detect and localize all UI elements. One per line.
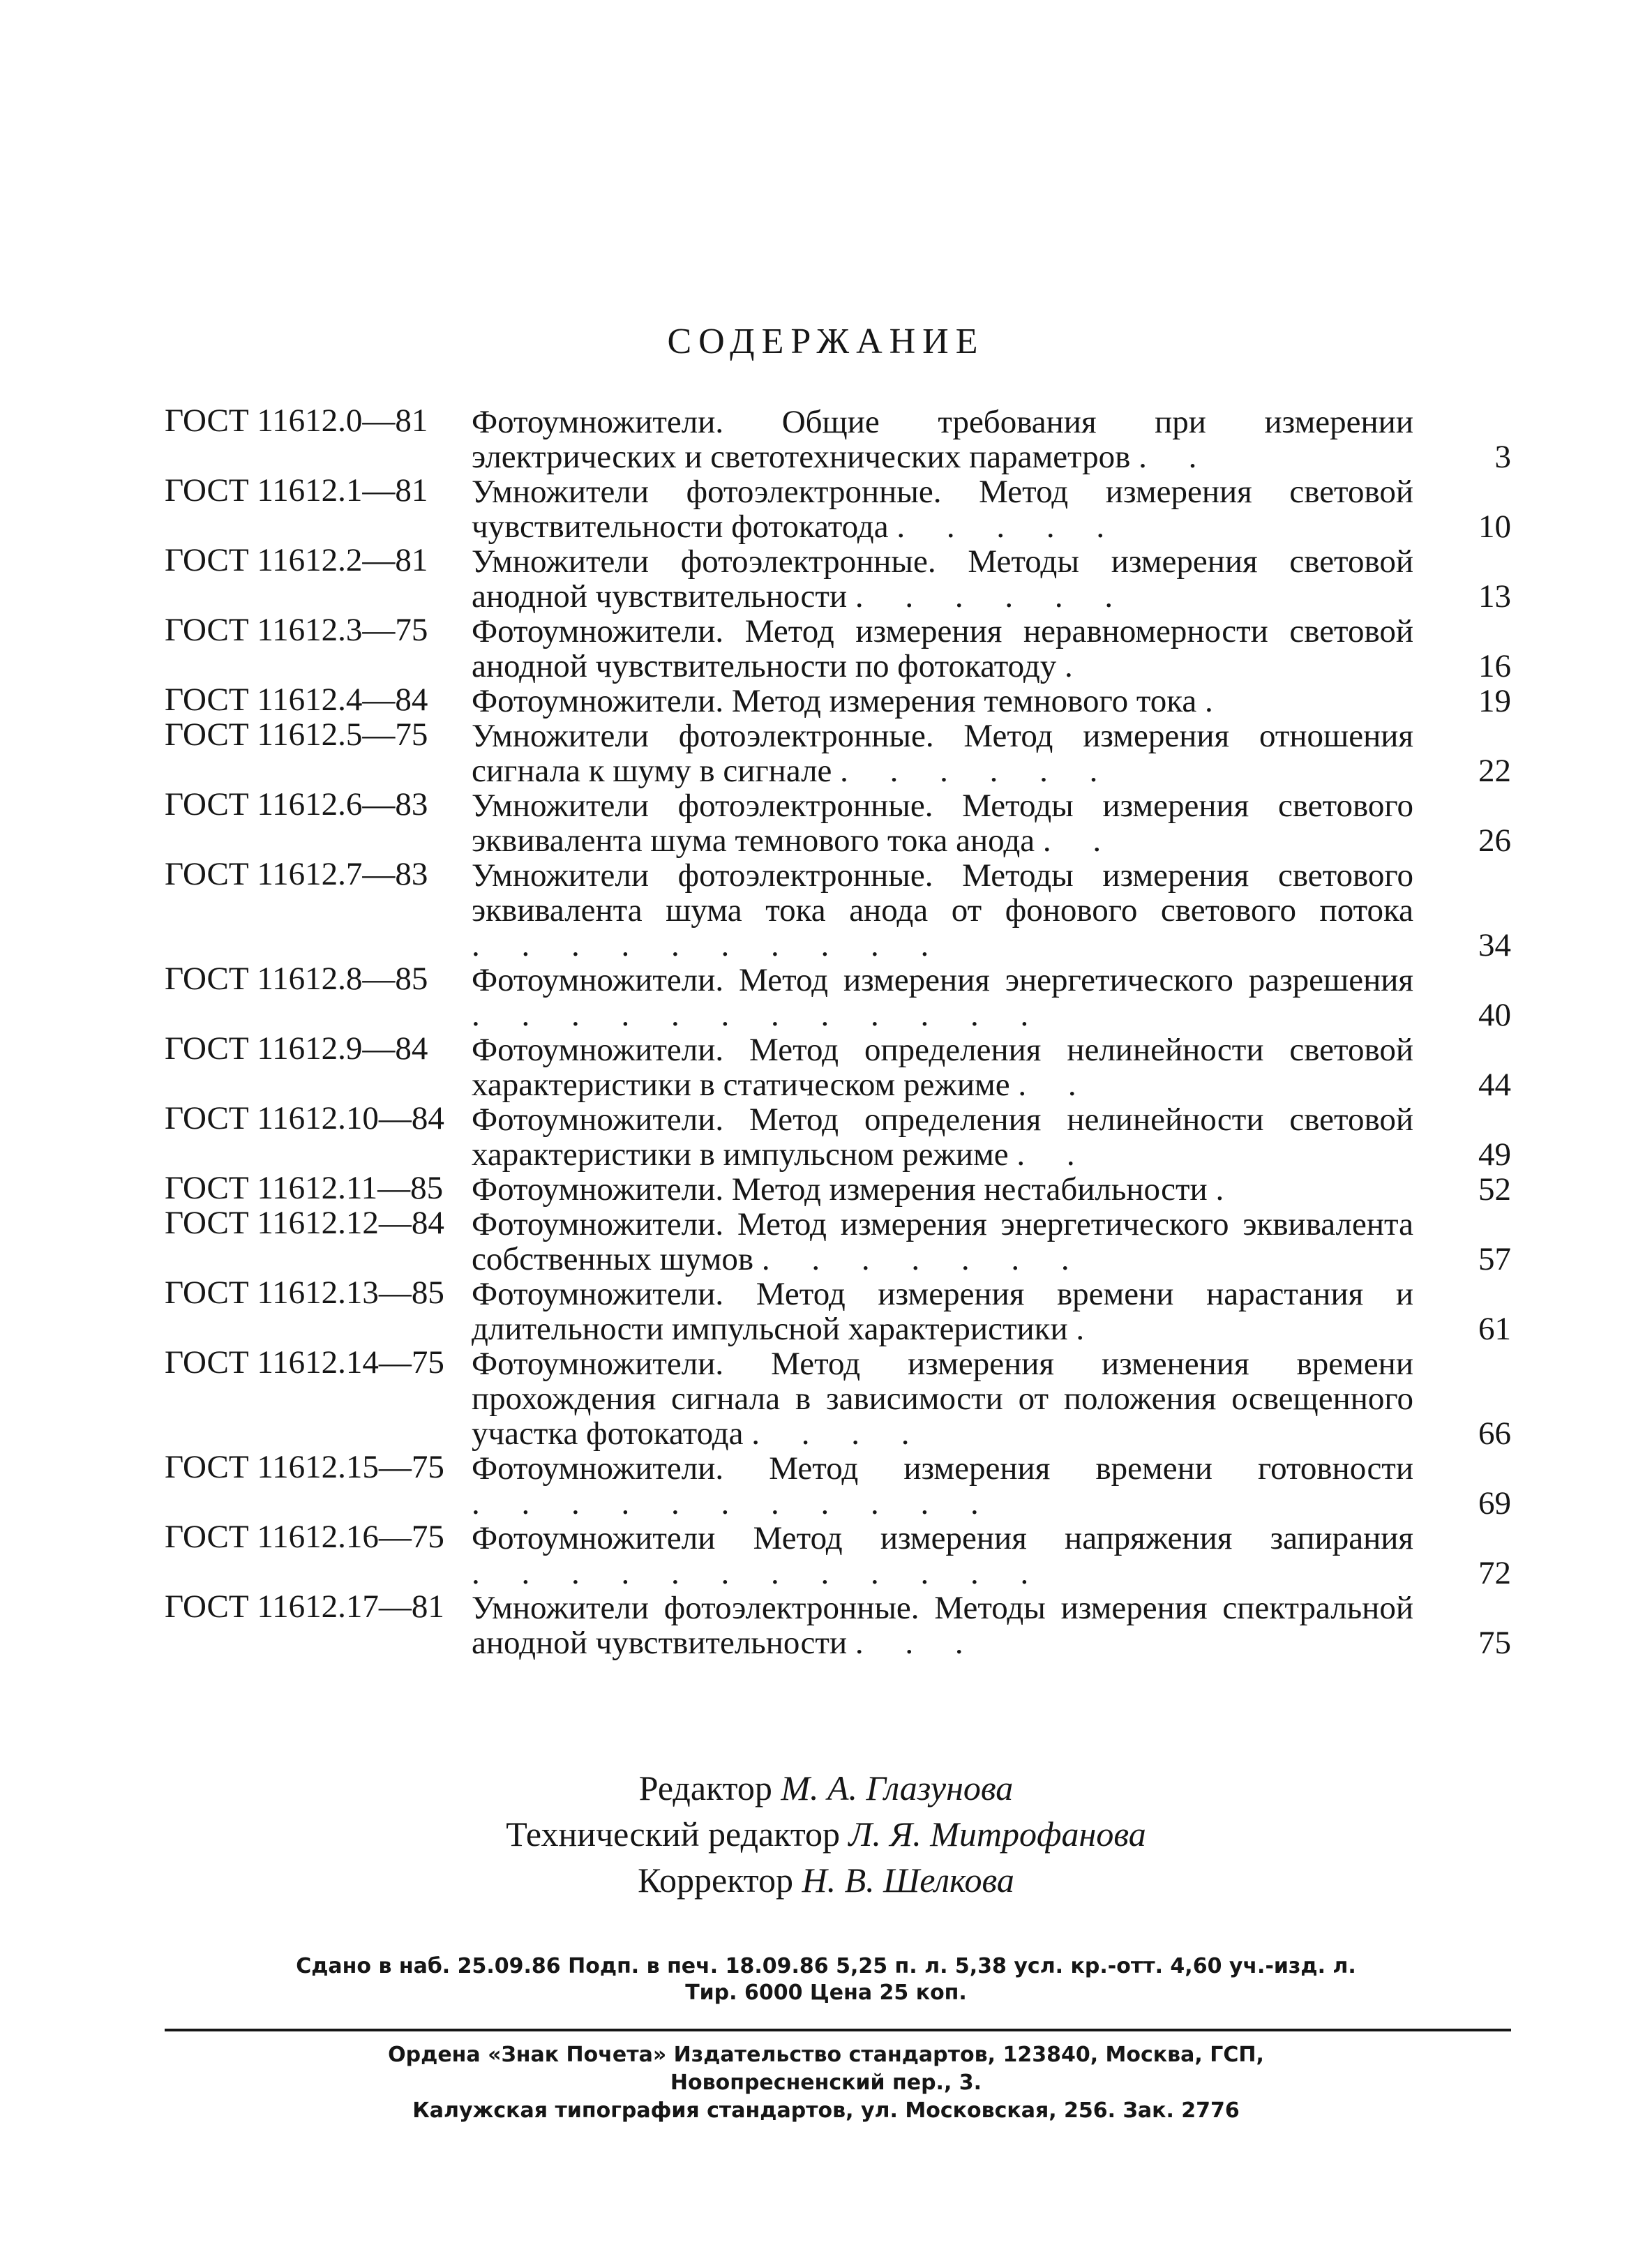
toc-entry-title-text: Фотоумножители. Метод измерения времени нарастания и длительности импульсной характеристики: [472, 1276, 1413, 1347]
toc-entry-code: ГОСТ 11612.16—75: [165, 1519, 444, 1555]
toc-entry-title: [472, 788, 1427, 858]
toc-entry-title-text: Умножители фотоэлектронные. Метод измерения отношения сигнала к шуму в сигнале: [472, 718, 1413, 789]
toc-entry-title: [472, 1207, 1427, 1277]
toc-entry-code: ГОСТ 11612.5—75: [165, 716, 428, 753]
toc-entry-title: [472, 963, 1427, 1032]
publisher-line-3: Калужская типография стандартов, ул. Московская, 256. Зак. 2776: [412, 2098, 1240, 2123]
toc-entry-code: ГОСТ 11612.12—84: [165, 1205, 444, 1241]
toc-entry-title: [472, 1277, 1427, 1346]
toc-entry-code: ГОСТ 11612.4—84: [165, 682, 428, 718]
toc-entry-leader: . . . . .: [896, 509, 1122, 545]
toc-entry: [165, 474, 1511, 544]
credit-proofreader: [0, 1857, 1652, 1903]
toc-entry-title-text: Фотоумножители. Метод измерения темнового тока: [472, 683, 1197, 719]
credit-tech-editor-name: Л. Я. Митрофанова: [848, 1814, 1146, 1854]
imprint-line-1: Сдано в наб. 25.09.86 Подп. в печ. 18.09.86 5,25 п. л. 5,38 усл. кр.-отт. 4,60 уч.-изд. л.: [296, 1954, 1356, 1978]
toc-entry-title-text: Фотоумножители. Метод определения нелинейности световой характеристики в импульсном режиме: [472, 1102, 1413, 1173]
toc-entry-title-text: Фотоумножители. Метод определения нелинейности световой характеристики в статическом режиме: [472, 1032, 1413, 1103]
toc-entry-leader: . . . . . .: [840, 753, 1115, 789]
toc-entry: [165, 544, 1511, 614]
toc-entry-code: ГОСТ 11612.9—84: [165, 1030, 428, 1067]
toc-entry-leader: .: [1205, 683, 1230, 719]
toc-entry-page: 40: [1478, 997, 1511, 1033]
toc-entry-title: [472, 614, 1427, 684]
toc-entry-page: 13: [1478, 578, 1511, 615]
toc-entry: [165, 1032, 1511, 1102]
toc-entry-title: [472, 1591, 1427, 1660]
toc-entry-leader: .: [1065, 648, 1090, 684]
toc-entry-code: ГОСТ 11612.3—75: [165, 612, 428, 648]
page-title: СОДЕРЖАНИЕ: [667, 322, 985, 361]
toc-entry-code: ГОСТ 11612.11—85: [165, 1170, 444, 1206]
credit-editor: [0, 1765, 1652, 1811]
toc-entry-title: [472, 1346, 1427, 1451]
toc-entry-title-text: Фотоумножители. Метод измерения изменения времени прохождения сигнала в зависимости от положения освещенного участка фотокатода: [472, 1346, 1413, 1452]
toc-entry-page: 61: [1478, 1311, 1511, 1347]
credits-block: [0, 1765, 1652, 1903]
toc-entry-title: [472, 684, 1427, 719]
toc-entry-title-text: Умножители фотоэлектронные. Метод измерения световой чувствительности фотокатода: [472, 474, 1413, 545]
toc-entry-leader: . .: [1139, 439, 1214, 475]
toc-entry: [165, 1277, 1511, 1346]
toc-entry: [165, 614, 1511, 684]
toc-entry: [165, 1588, 1511, 1661]
credit-editor-name: М. А. Глазунова: [781, 1768, 1014, 1808]
publisher-line-2: Новопресненский пер., 3.: [670, 2071, 982, 2095]
toc-entry: [165, 405, 1511, 474]
toc-entry-title: [472, 405, 1427, 474]
toc-entry-page: 34: [1478, 927, 1511, 963]
toc-entry-title-text: Фотоумножители. Метод измерения неравномерности световой анодной чувствительности по фотокатоду: [472, 613, 1413, 684]
toc-entry-title: [472, 1172, 1427, 1207]
toc-entry-page: 69: [1478, 1485, 1511, 1521]
toc-entry-title: [472, 1102, 1427, 1172]
toc-entry-page: 72: [1478, 1555, 1511, 1591]
toc-entry-title-text: Фотоумножители Метод измерения напряжения запирания: [472, 1520, 1413, 1556]
toc-entry: [165, 788, 1511, 858]
publisher-info: [0, 2041, 1652, 2125]
toc-entry-leader: . . . .: [751, 1415, 926, 1452]
toc-entry-page: 75: [1478, 1625, 1511, 1661]
toc-entry-code: ГОСТ 11612.1—81: [165, 472, 428, 509]
toc-entry-title-text: Умножители фотоэлектронные. Методы измерения спектральной анодной чувствительности: [472, 1590, 1413, 1661]
toc-entry-leader: . .: [1042, 822, 1118, 859]
toc-entry-title: [472, 1032, 1427, 1102]
toc-entry-page: 44: [1478, 1067, 1511, 1103]
toc-entry-code: ГОСТ 11612.6—83: [165, 786, 428, 822]
toc-entry-title: [472, 544, 1427, 614]
toc-entry-code: ГОСТ 11612.7—83: [165, 856, 428, 892]
toc-entry-page: 16: [1478, 648, 1511, 684]
toc-entry: [165, 858, 1511, 963]
toc-entry-title-text: Фотоумножители. Метод измерения времени готовности: [472, 1450, 1413, 1487]
toc-entry: [165, 684, 1511, 719]
toc-entry-page: 52: [1478, 1171, 1511, 1208]
print-imprint: [0, 1953, 1652, 2006]
toc-entry-leader: . . . . . . . . . . . .: [472, 997, 1046, 1033]
toc-entry-leader: . .: [1018, 1067, 1093, 1103]
credit-proofreader-role: Корректор: [638, 1861, 793, 1900]
toc-entry-title: [472, 474, 1427, 544]
toc-entry-title-text: Фотоумножители. Метод измерения нестабильности: [472, 1171, 1208, 1208]
toc-entry-title: [472, 719, 1427, 788]
credit-tech-editor: [0, 1811, 1652, 1857]
toc-entry-code: ГОСТ 11612.0—81: [165, 403, 428, 439]
toc-entry: [165, 963, 1511, 1032]
toc-entry-title: [472, 1521, 1427, 1591]
toc-entry: [165, 716, 1511, 789]
toc-entry-leader: . .: [1016, 1136, 1092, 1173]
toc-entry-title-text: Умножители фотоэлектронные. Методы измерения светового эквивалента шума тока анода от фонового светового потока: [472, 857, 1413, 929]
toc-entry-leader: .: [1215, 1171, 1241, 1208]
toc-entry-code: ГОСТ 11612.17—81: [165, 1588, 444, 1625]
toc-entry: [165, 1451, 1511, 1521]
toc-entry-page: 57: [1478, 1241, 1511, 1277]
toc-entry-title-text: Фотоумножители. Метод измерения энергетического разрешения: [472, 962, 1413, 998]
publisher-line-1: Ордена «Знак Почета» Издательство стандартов, 123840, Москва, ГСП,: [388, 2043, 1264, 2067]
toc-entry: [165, 1172, 1511, 1207]
toc-entry-page: 10: [1478, 509, 1511, 545]
toc-entry-code: ГОСТ 11612.15—75: [165, 1449, 444, 1485]
toc-entry-leader: . . . . . .: [855, 578, 1130, 615]
imprint-line-2: Тир. 6000 Цена 25 коп.: [685, 1981, 967, 2005]
divider-line: [165, 2029, 1511, 2031]
toc-entry-code: ГОСТ 11612.13—85: [165, 1275, 444, 1311]
toc-entry-page: 26: [1478, 822, 1511, 859]
toc-entry-leader: . . . . . . . . . .: [472, 927, 946, 963]
toc-entry-title-text: Фотоумножители. Метод измерения энергетического эквивалента собственных шумов: [472, 1206, 1413, 1277]
toc-entry: [165, 1521, 1511, 1591]
toc-entry-code: ГОСТ 11612.2—81: [165, 542, 428, 578]
toc-entry-page: 49: [1478, 1136, 1511, 1173]
credit-tech-editor-role: Технический редактор: [506, 1814, 841, 1854]
toc-entry-title-text: Фотоумножители. Общие требования при измерении электрических и светотехнических параметров: [472, 404, 1413, 475]
toc-entry-page: 66: [1478, 1415, 1511, 1452]
toc-entry-page: 22: [1478, 753, 1511, 789]
toc-entry-leader: . . . . . . .: [761, 1241, 1086, 1277]
toc-entry-title-text: Умножители фотоэлектронные. Методы измерения световой анодной чувствительности: [472, 543, 1413, 615]
toc-entry-page: 19: [1478, 683, 1511, 719]
credit-proofreader-name: Н. В. Шелкова: [802, 1861, 1014, 1900]
toc-entry-code: ГОСТ 11612.10—84: [165, 1100, 444, 1136]
toc-entry-page: 3: [1494, 439, 1511, 475]
toc-entry-title: [472, 1451, 1427, 1521]
toc-entry-title-text: Умножители фотоэлектронные. Методы измерения светового эквивалента шума темнового тока анода: [472, 788, 1413, 859]
toc-entry-leader: .: [1076, 1311, 1102, 1347]
toc-entry-leader: . . . . . . . . . . . .: [472, 1555, 1046, 1591]
toc-entry: [165, 1102, 1511, 1172]
toc-entry: [165, 1346, 1511, 1451]
toc-entry-code: ГОСТ 11612.14—75: [165, 1344, 444, 1381]
toc-entry-code: ГОСТ 11612.8—85: [165, 961, 428, 997]
toc-entry-leader: . . . . . . . . . . .: [472, 1485, 996, 1521]
toc-entry-leader: . . .: [855, 1625, 980, 1661]
toc-entry-title: [472, 858, 1427, 963]
credit-editor-role: Редактор: [638, 1768, 772, 1808]
table-of-contents: [165, 405, 1511, 1660]
toc-entry: [165, 1207, 1511, 1277]
